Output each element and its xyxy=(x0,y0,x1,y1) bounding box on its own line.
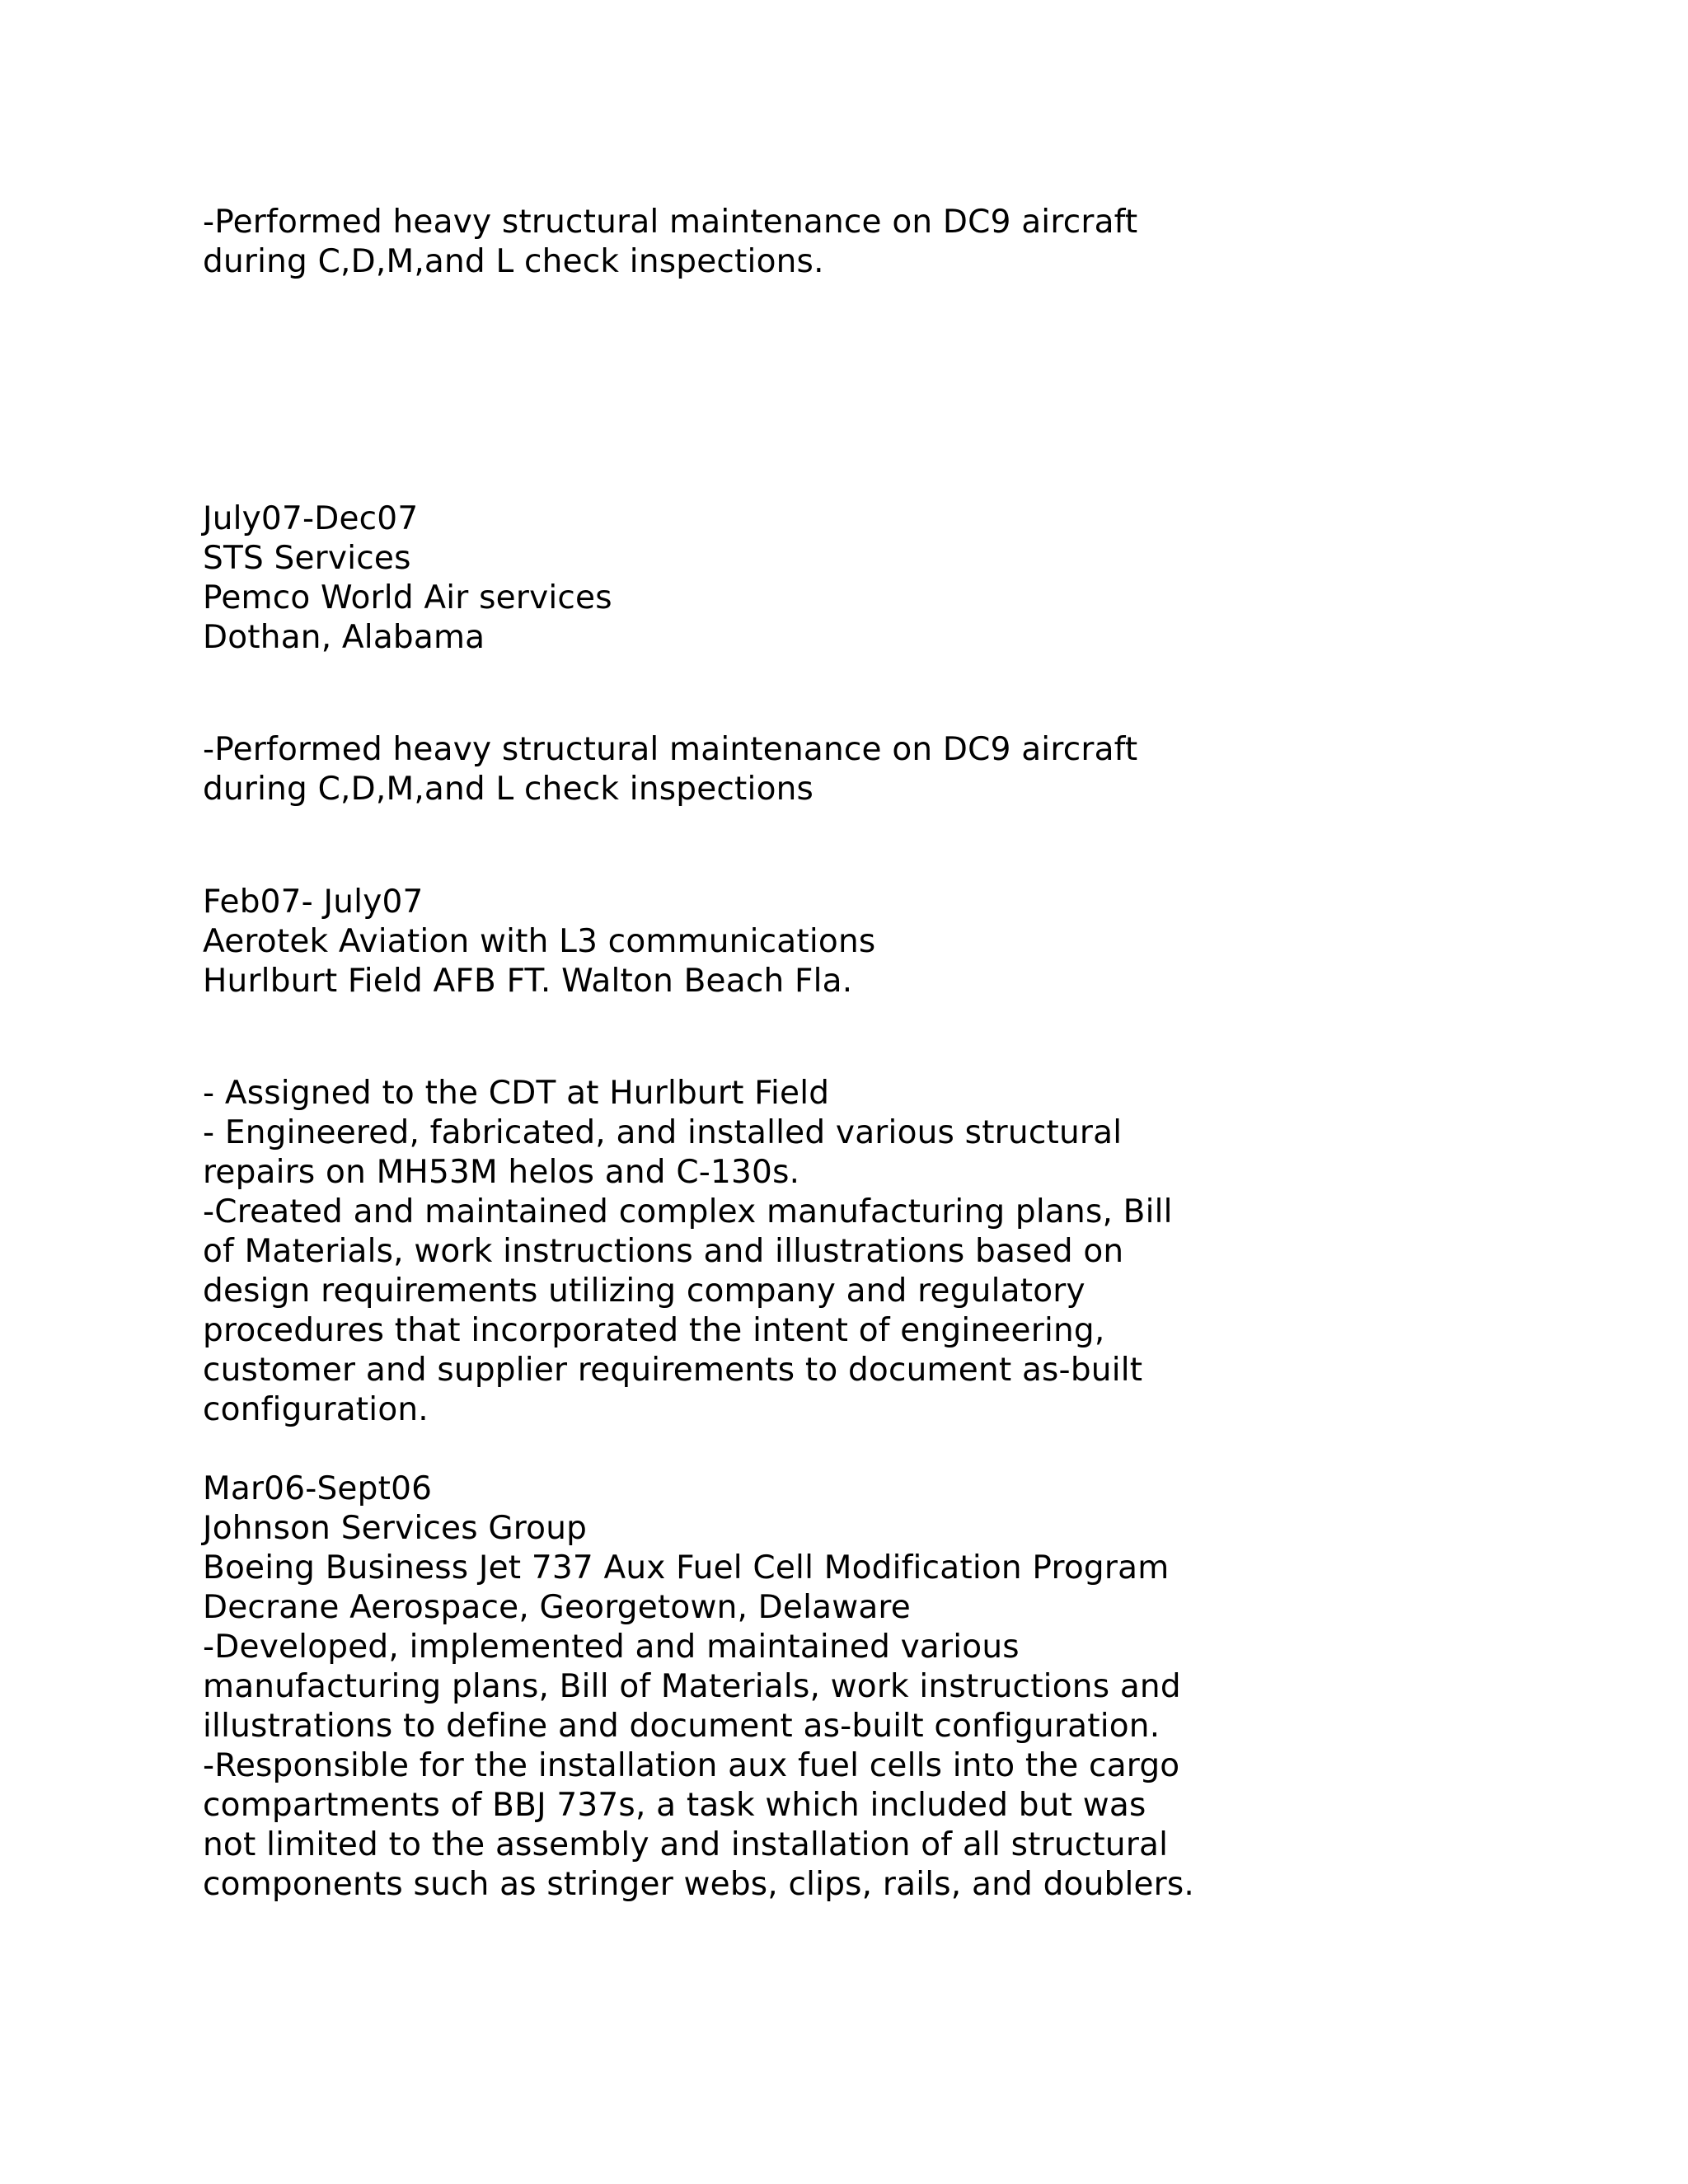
text-line: procedures that incorporated the intent of engineering, xyxy=(203,1312,1105,1349)
text-line: Decrane Aerospace, Georgetown, Delaware xyxy=(203,1589,912,1626)
text-line: - Assigned to the CDT at Hurlburt Field xyxy=(203,1075,830,1112)
text-line: - Engineered, fabricated, and installed various structural xyxy=(203,1114,1123,1151)
text-line: compartments of BBJ 737s, a task which included but was xyxy=(203,1787,1146,1824)
text-line: of Materials, work instructions and illustrations based on xyxy=(203,1233,1124,1270)
text-line: Aerotek Aviation with L3 communications xyxy=(203,923,876,960)
text-line: -Developed, implemented and maintained various xyxy=(203,1629,1020,1666)
text-line: Hurlburt Field AFB FT. Walton Beach Fla. xyxy=(203,963,853,1000)
text-line: -Responsible for the installation aux fuel cells into the cargo xyxy=(203,1747,1180,1784)
text-line: Dothan, Alabama xyxy=(203,619,485,656)
text-line: during C,D,M,and L check inspections. xyxy=(203,243,824,280)
text-line: STS Services xyxy=(203,540,411,577)
text-line: components such as stringer webs, clips, rails, and doublers. xyxy=(203,1866,1195,1903)
text-line: Mar06-Sept06 xyxy=(203,1470,433,1507)
text-line: customer and supplier requirements to document as-built xyxy=(203,1352,1143,1389)
text-line: repairs on MH53M helos and C-130s. xyxy=(203,1154,800,1191)
text-line: during C,D,M,and L check inspections xyxy=(203,771,814,808)
text-line: illustrations to define and document as-built configuration. xyxy=(203,1708,1160,1745)
text-line: July07-Dec07 xyxy=(203,500,419,537)
text-line: manufacturing plans, Bill of Materials, work instructions and xyxy=(203,1668,1181,1705)
text-line: not limited to the assembly and installation of all structural xyxy=(203,1826,1169,1863)
text-line: -Created and maintained complex manufacturing plans, Bill xyxy=(203,1193,1173,1230)
text-line: Feb07- July07 xyxy=(203,883,424,921)
text-line: design requirements utilizing company and regulatory xyxy=(203,1272,1085,1310)
text-line: -Performed heavy structural maintenance on DC9 aircraft xyxy=(203,204,1138,241)
text-line: configuration. xyxy=(203,1391,429,1428)
text-line: Pemco World Air services xyxy=(203,579,612,616)
text-line: Johnson Services Group xyxy=(203,1510,588,1547)
text-line: -Performed heavy structural maintenance on DC9 aircraft xyxy=(203,731,1138,768)
text-line: Boeing Business Jet 737 Aux Fuel Cell Modification Program xyxy=(203,1549,1170,1586)
